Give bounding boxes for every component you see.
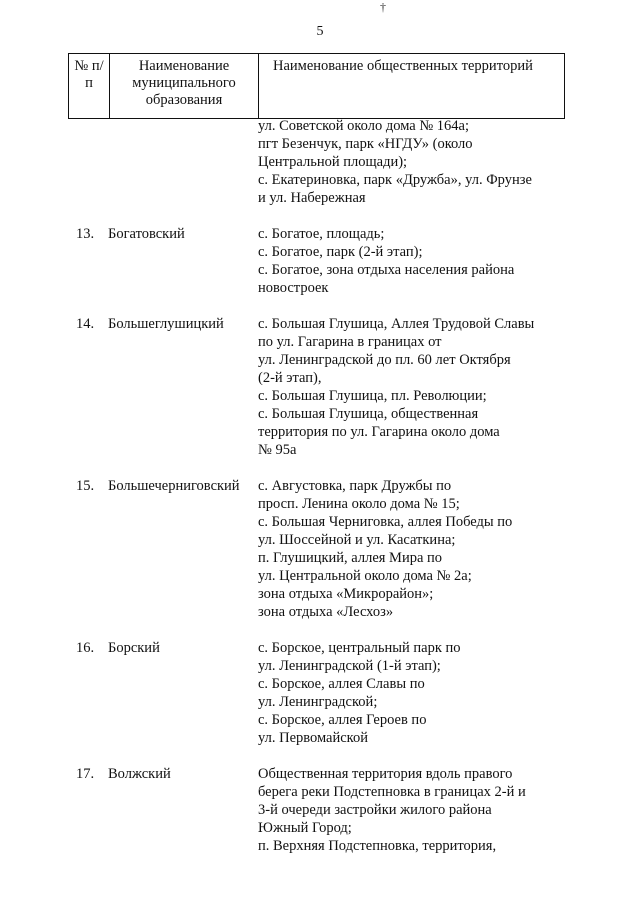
territory-line: ул. Советской около дома № 164а;	[258, 118, 470, 134]
header-municipality: Наименование муниципального образования	[110, 54, 259, 119]
row-number: 17.	[76, 766, 95, 782]
row-territories	[254, 765, 568, 855]
territory-line: Общественная территория вдоль правого	[258, 766, 513, 782]
territory-line: с. Богатое, зона отдыха населения района	[258, 262, 515, 278]
row-municipality: Борский	[108, 640, 160, 656]
territory-line: с. Борское, центральный парк по	[258, 640, 461, 656]
territory-line: ул. Шоссейной и ул. Касаткина;	[258, 532, 456, 548]
territory-line: с. Богатое, площадь;	[258, 226, 385, 242]
row-territories	[254, 225, 568, 297]
table-row	[68, 639, 568, 747]
table-row	[68, 315, 568, 459]
territory-line: с. Богатое, парк (2-й этап);	[258, 244, 423, 260]
territory-line: ул. Ленинградской до пл. 60 лет Октября	[258, 352, 511, 368]
territory-line: 3-й очереди застройки жилого района	[258, 802, 492, 818]
territory-line: и ул. Набережная	[258, 190, 366, 206]
territory-line: Центральной площади);	[258, 154, 408, 170]
row-number: 14.	[76, 316, 95, 332]
header-num: № п/п	[69, 54, 110, 119]
table-row	[68, 225, 568, 297]
territory-line: с. Большая Глушица, Аллея Трудовой Славы	[258, 316, 535, 332]
row-territories	[254, 639, 568, 747]
territory-line: с. Борское, аллея Славы по	[258, 676, 425, 692]
territory-line: ул. Первомайской	[258, 730, 369, 746]
territory-line: по ул. Гагарина в границах от	[258, 334, 442, 350]
row-territories	[254, 315, 568, 459]
territory-line: ул. Ленинградской;	[258, 694, 378, 710]
territory-line: просп. Ленина около дома № 15;	[258, 496, 460, 512]
row-territories	[254, 477, 568, 621]
territory-line: п. Глушицкий, аллея Мира по	[258, 550, 443, 566]
territory-line: № 95а	[258, 442, 297, 458]
territory-line: п. Верхняя Подстепновка, территория,	[258, 838, 497, 854]
row-municipality	[104, 117, 254, 207]
territory-line: (2-й этап),	[258, 370, 322, 386]
row-municipality: Большеглушицкий	[108, 316, 224, 332]
territory-line: зона отдыха «Микрорайон»;	[258, 586, 434, 602]
row-municipality: Большечерниговский	[108, 478, 240, 494]
territory-line: берега реки Подстепновка в границах 2-й и	[258, 784, 526, 800]
table-row	[68, 117, 568, 207]
territory-line: Южный Город;	[258, 820, 352, 836]
row-municipality: Богатовский	[108, 226, 185, 242]
territory-line: зона отдыха «Лесхоз»	[258, 604, 394, 620]
row-number: 13.	[76, 226, 95, 242]
row-territories	[254, 117, 568, 207]
table-body	[68, 117, 568, 873]
table-header	[68, 53, 565, 119]
territory-line: с. Борское, аллея Героев по	[258, 712, 427, 728]
territory-line: ул. Центральной около дома № 2а;	[258, 568, 472, 584]
territory-line: с. Большая Глушица, пл. Революции;	[258, 388, 487, 404]
territory-line: ул. Ленинградской (1-й этап);	[258, 658, 441, 674]
page-number: 5	[316, 24, 324, 39]
territory-line: с. Большая Черниговка, аллея Победы по	[258, 514, 513, 530]
row-number: 16.	[76, 640, 95, 656]
territory-line: с. Екатериновка, парк «Дружба», ул. Фрунзе	[258, 172, 532, 188]
header-territory: Наименование общественных территорий	[259, 54, 565, 119]
territory-line: пгт Безенчук, парк «НГДУ» (около	[258, 136, 473, 152]
top-mark: †	[380, 0, 386, 14]
territory-line: с. Большая Глушица, общественная	[258, 406, 479, 422]
table-row	[68, 477, 568, 621]
territory-line: новостроек	[258, 280, 329, 296]
territory-line: территория по ул. Гагарина около дома	[258, 424, 500, 440]
row-number	[68, 117, 104, 207]
row-number: 15.	[76, 478, 95, 494]
territory-line: с. Августовка, парк Дружбы по	[258, 478, 452, 494]
table-row	[68, 765, 568, 855]
row-municipality: Волжский	[108, 766, 171, 782]
